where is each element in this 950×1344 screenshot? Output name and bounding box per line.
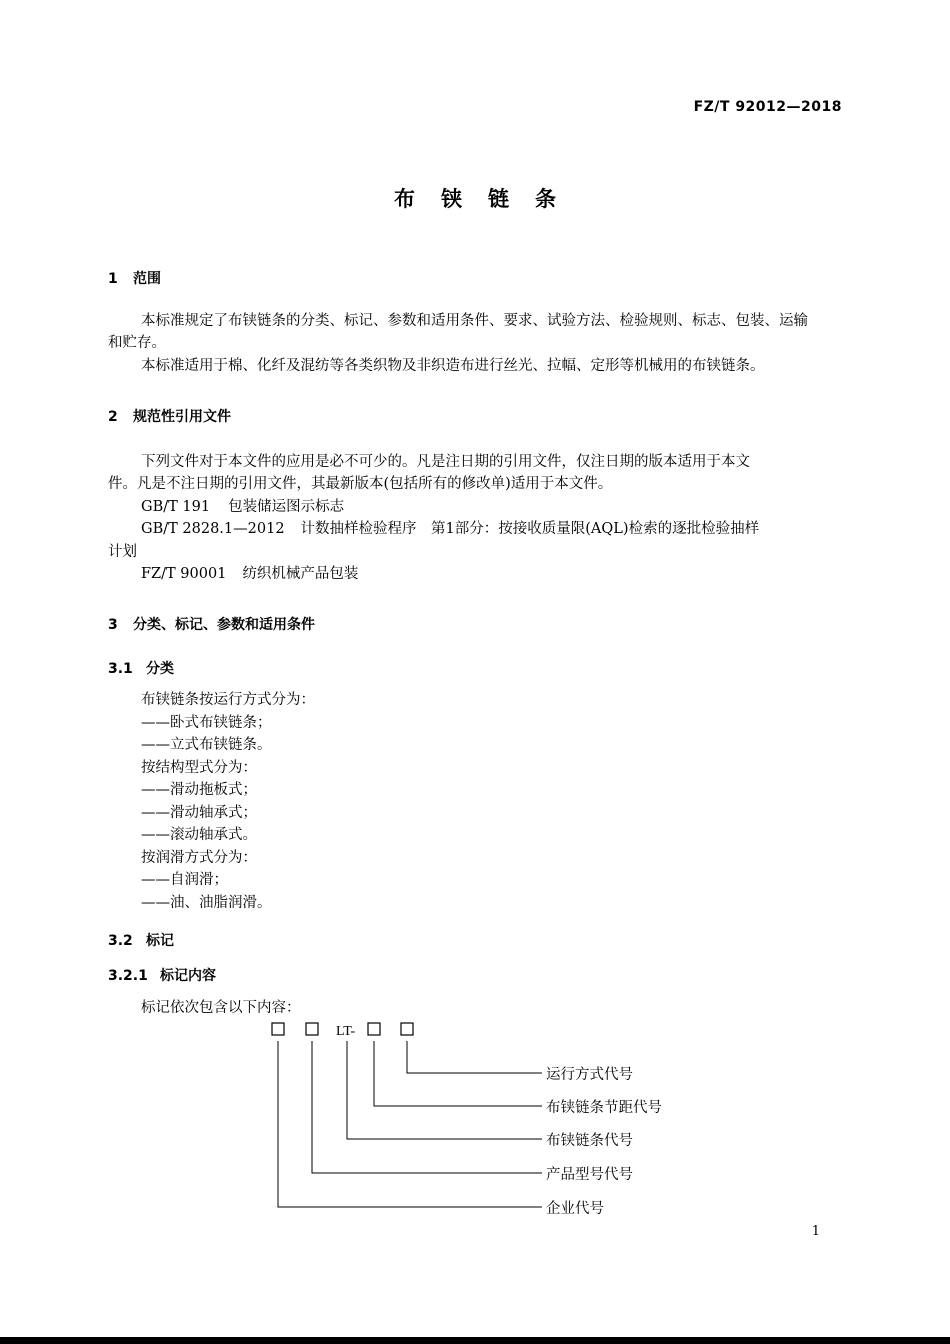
section-3-heading <box>108 614 315 634</box>
section-number: 3.2 <box>108 933 133 949</box>
marking-diagram <box>0 1018 950 1228</box>
paragraph: 下列文件对于本文件的应用是必不可少的。凡是注日期的引用文件，仅注日期的版本适用于本文 <box>141 454 750 470</box>
section-2-heading <box>108 406 231 426</box>
leader-line-enterprise <box>278 1041 542 1207</box>
reference-item <box>141 563 358 585</box>
document-title: 布铗链条 <box>394 187 582 211</box>
code-box-enterprise <box>272 1023 284 1035</box>
classification-line: ——滑动轴承式； <box>141 805 257 821</box>
reference-title: 纺织机械产品包装 <box>242 566 359 582</box>
label-pitch: 布铗链条节距代号 <box>546 1100 662 1116</box>
code-box-running-mode <box>401 1023 413 1035</box>
label-chain: 布铗链条代号 <box>546 1133 633 1149</box>
leader-line-running-mode <box>407 1041 542 1073</box>
subsection-3-1-heading <box>108 658 174 678</box>
subsection-3-2-heading <box>108 930 174 950</box>
leader-line-chain <box>347 1041 542 1139</box>
reference-code: GB/T 191 <box>141 499 211 515</box>
reference-title: 计数抽样检验程序 第1部分：按接收质量限(AQL)检索的逐批检验抽样 <box>300 521 760 537</box>
section-number: 3.1 <box>108 661 133 677</box>
reference-item <box>141 496 344 518</box>
classification-line: ——立式布铗链条。 <box>141 737 272 753</box>
section-title: 范围 <box>133 271 161 287</box>
section-1-heading <box>108 268 161 288</box>
page-number: 1 <box>811 1224 820 1239</box>
classification-line: ——自润滑； <box>141 872 228 888</box>
label-enterprise: 企业代号 <box>546 1201 604 1217</box>
classification-line: 按结构型式分为： <box>141 760 257 776</box>
paragraph: 和贮存。 <box>108 335 166 351</box>
paragraph: 本标准适用于棉、化纤及混纺等各类织物及非织造布进行丝光、拉幅、定形等机械用的布铗链条。 <box>141 358 765 374</box>
reference-item <box>141 518 759 540</box>
paragraph: 本标准规定了布铗链条的分类、标记、参数和适用条件、要求、试验方法、检验规则、标志、包装、运输 <box>141 313 808 329</box>
code-box-product-model <box>306 1023 318 1035</box>
reference-continuation: 计划 <box>108 544 137 560</box>
reference-code: FZ/T 90001 <box>141 566 227 582</box>
reference-title: 包装储运图示标志 <box>228 499 345 515</box>
section-title: 分类、标记、参数和适用条件 <box>133 617 315 633</box>
standard-code: FZ/T 92012—2018 <box>693 99 842 115</box>
classification-line: 按润滑方式分为： <box>141 850 257 866</box>
code-box-pitch <box>368 1023 380 1035</box>
section-number: 2 <box>108 409 118 425</box>
classification-line: ——滚动轴承式。 <box>141 827 257 843</box>
classification-line: ——滑动拖板式； <box>141 782 257 798</box>
section-number: 3.2.1 <box>108 968 148 984</box>
subsection-3-2-1-heading <box>108 965 216 985</box>
classification-line: 布铗链条按运行方式分为： <box>141 692 315 708</box>
label-running-mode: 运行方式代号 <box>546 1067 633 1083</box>
code-prefix: LT- <box>336 1024 356 1039</box>
section-title: 标记 <box>146 933 174 949</box>
classification-line: ——卧式布铗链条； <box>141 715 272 731</box>
paragraph: 件。凡是不注日期的引用文件，其最新版本(包括所有的修改单)适用于本文件。 <box>108 476 613 492</box>
label-product-model: 产品型号代号 <box>546 1167 633 1183</box>
section-number: 1 <box>108 271 118 287</box>
marking-intro: 标记依次包含以下内容： <box>141 1000 301 1016</box>
bottom-border <box>0 1337 950 1344</box>
section-title: 分类 <box>146 661 174 677</box>
classification-line: ——油、油脂润滑。 <box>141 895 272 911</box>
reference-code: GB/T 2828.1—2012 <box>141 521 285 537</box>
section-number: 3 <box>108 617 118 633</box>
section-title: 规范性引用文件 <box>133 409 231 425</box>
section-title: 标记内容 <box>160 968 216 984</box>
